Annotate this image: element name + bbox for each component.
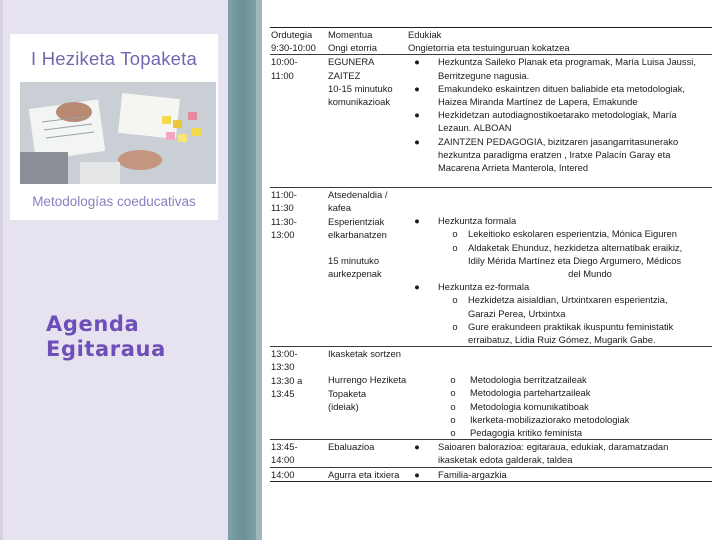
sub-list <box>438 227 712 280</box>
circle-bullet-icon: o <box>452 228 458 240</box>
list-item <box>408 55 712 81</box>
moment-text: Topaketa <box>328 387 367 399</box>
table-row <box>270 440 712 467</box>
time-text: 13:45 <box>271 387 295 399</box>
content-text: erraibatuz, Lidia Ruiz Gómez, Mugarik Gabe. <box>468 334 656 346</box>
circle-bullet-icon: o <box>452 294 458 306</box>
bullet-icon: ● <box>414 135 420 147</box>
content-text: Macarena Arrieta Manterola, Intered <box>438 162 589 174</box>
content-text: Idily Mérida Martínez eta Diego Argumero, Médicos <box>468 254 682 266</box>
content-text: Saioaren balorazioa: egitaraua, edukiak, daramatzadan <box>438 441 669 453</box>
list-item <box>408 82 712 108</box>
time-text: 11:00 <box>271 69 294 81</box>
moment-text: komunikazioak <box>328 96 391 108</box>
content-text: Hezkidetzan autodiagnostikoetarako metodologiak, María <box>438 109 677 121</box>
spacer <box>408 174 712 187</box>
time-text: 11:30 <box>271 202 294 214</box>
content-text: Ongietorria eta testuinguruan kokatzea <box>408 42 570 54</box>
time-text: 11:30- <box>271 215 297 227</box>
content-cell <box>407 440 712 467</box>
list-item <box>408 440 712 466</box>
time-cell <box>270 440 327 467</box>
spacer <box>328 241 407 254</box>
list-item <box>408 386 712 399</box>
moment-text: Ebaluazioa <box>328 441 375 453</box>
time-text: 13:45- <box>271 441 298 453</box>
cover-title: I Heziketa Topaketa <box>31 48 197 69</box>
content-text: Metodologia partehartzaileak <box>470 387 591 399</box>
content-text: ZAINTZEN PEDAGOGIA, bizitzaren jasangarritasunerako <box>438 135 679 147</box>
moment-text: EGUNERA ZAITEZ <box>328 56 374 81</box>
table-header-cell <box>407 28 712 55</box>
moment-text: 10-15 minutuko <box>328 82 393 94</box>
moment-cell <box>327 347 407 440</box>
time-text: 13:00 <box>271 228 295 240</box>
circle-bullet-icon: o <box>450 427 456 439</box>
spacer <box>328 413 407 426</box>
content-text: Berritzegune nagusia. <box>438 69 530 81</box>
time-text: 13:30 a <box>271 374 303 386</box>
time-text: 13:30 <box>271 361 295 373</box>
moment-text: aurkezpenak <box>328 268 382 280</box>
content-text: Lezaun. ALBOAN <box>438 122 512 134</box>
group-label: Hezkuntza ez-formala <box>438 281 530 293</box>
content-cell <box>407 55 712 188</box>
agenda-heading-line: Agenda <box>46 312 140 336</box>
time-text: 11:00- <box>271 189 297 201</box>
list-item <box>408 108 712 134</box>
circle-bullet-icon: o <box>452 320 458 332</box>
bullet-list <box>408 214 712 346</box>
moment-text: Agurra eta itxiera <box>328 468 400 480</box>
list-item <box>408 468 712 481</box>
moment-text: Atsedenaldia / <box>328 189 388 201</box>
header-time: Ordutegia <box>271 29 313 40</box>
list-item <box>408 280 712 346</box>
moment-text: Hurrengo Heziketa <box>328 374 407 386</box>
content-text: Metodologia berritzatzaileak <box>470 374 587 386</box>
table-header-cell <box>270 28 327 55</box>
content-text: ikasketak edota galderak, taldea <box>438 454 573 466</box>
bullet-icon: ● <box>414 215 420 227</box>
teal-divider <box>228 0 258 540</box>
list-item <box>438 293 712 319</box>
content-text: Garazi Perea, Urtxintxa <box>468 307 566 319</box>
agenda-heading-line: Egitaraua <box>46 337 166 361</box>
moment-text: 15 minutuko <box>328 255 380 267</box>
table-row <box>270 55 712 188</box>
moment-cell <box>327 55 407 188</box>
workshop-photo <box>20 82 216 184</box>
spacer <box>328 360 407 373</box>
spacer <box>408 201 712 214</box>
time-cell <box>270 347 327 440</box>
content-text: hezkuntza paradigma eratzen , Iratxe Palacín Garay eta <box>438 148 671 160</box>
list-item <box>408 373 712 386</box>
content-text: Pedagogia kritiko feminista <box>470 427 583 439</box>
content-text: Emakundeko eskaintzen dituen baliabide eta metodologiak, <box>438 82 686 94</box>
moment-text: kafea <box>328 202 351 214</box>
circle-bullet-icon: o <box>452 241 458 253</box>
moment-text: Ikasketak sortzen <box>328 348 401 360</box>
content-text: Haizea Miranda Martínez de Lapera, Emakunde <box>438 96 638 108</box>
bullet-icon: ● <box>414 109 420 121</box>
content-cell <box>407 347 712 440</box>
list-item <box>438 241 712 281</box>
time-text: 14:00 <box>271 454 295 466</box>
list-item <box>438 320 712 346</box>
circle-bullet-icon: o <box>450 374 456 386</box>
sub-list <box>408 373 712 439</box>
header-content: Edukiak <box>408 29 442 40</box>
moment-text: (ideiak) <box>328 400 359 412</box>
time-text: 13:00- <box>271 348 298 360</box>
time-cell <box>270 467 327 481</box>
content-text: Ikerketa-mobilizaziorako metodologiak <box>470 413 630 425</box>
list-item <box>408 135 712 175</box>
time-cell <box>270 188 327 347</box>
list-item <box>408 400 712 413</box>
agenda-heading <box>46 312 216 362</box>
time-text: 14:00 <box>271 468 295 480</box>
content-text: Aldaketak Ehunduz, hezkidetza alternatibak eraikiz, <box>468 241 683 253</box>
time-text: 9:30-10:00 <box>271 42 316 54</box>
content-text: Familia-argazkia <box>438 468 507 480</box>
cover-panel <box>0 0 230 540</box>
circle-bullet-icon: o <box>450 413 456 425</box>
bullet-icon: ● <box>414 468 420 480</box>
content-text: del Mundo <box>568 268 612 280</box>
list-item <box>408 214 712 280</box>
moment-cell <box>327 440 407 467</box>
bullet-list <box>408 55 712 174</box>
content-cell <box>407 188 712 347</box>
list-item <box>438 227 712 240</box>
header-moment: Momentua <box>328 29 373 40</box>
bullet-icon: ● <box>414 56 420 68</box>
bullet-icon: ● <box>414 281 420 293</box>
moment-text: elkarbanatzen <box>328 228 387 240</box>
agenda-table <box>270 27 712 482</box>
moment-text: Esperientziak <box>328 215 385 227</box>
table-row <box>270 467 712 481</box>
content-text: Gure erakundeen praktikak ikuspuntu feministatik <box>468 320 674 332</box>
bullet-list <box>408 468 712 481</box>
moment-text: Ongi etorria <box>328 42 377 54</box>
bullet-icon: ● <box>414 441 420 453</box>
spacer <box>408 360 712 373</box>
list-item <box>408 426 712 439</box>
circle-bullet-icon: o <box>450 400 456 412</box>
list-item <box>408 413 712 426</box>
spacer <box>408 188 712 201</box>
workshop-photo-illustration <box>20 82 216 184</box>
table-header-row <box>270 28 712 55</box>
table-header-cell <box>327 28 407 55</box>
cover-card <box>10 34 218 220</box>
moment-cell <box>327 467 407 481</box>
time-text: 10:00- <box>271 56 298 68</box>
content-text: Metodologia komunikatiboak <box>470 400 589 412</box>
table-row <box>270 188 712 347</box>
group-label: Hezkuntza formala <box>438 215 517 227</box>
cover-subtitle: Metodologías coeducativas <box>32 194 196 209</box>
teal-divider-stripe <box>256 0 262 540</box>
bullet-icon: ● <box>414 82 420 94</box>
sub-list <box>438 293 712 346</box>
bullet-list <box>408 440 712 466</box>
content-cell <box>407 467 712 481</box>
content-text: Hezkuntza Saileko Planak eta programak, María Luisa Jaussi, <box>438 56 696 68</box>
content-text: Lekeitioko eskolaren esperientzia, Mónica Eiguren <box>468 228 677 240</box>
spacer <box>408 347 712 360</box>
content-text: Hezkidetza aisialdian, Urtxintxaren esperientzia, <box>468 294 668 306</box>
table-row <box>270 347 712 440</box>
moment-cell <box>327 188 407 347</box>
time-cell <box>270 55 327 188</box>
circle-bullet-icon: o <box>450 387 456 399</box>
